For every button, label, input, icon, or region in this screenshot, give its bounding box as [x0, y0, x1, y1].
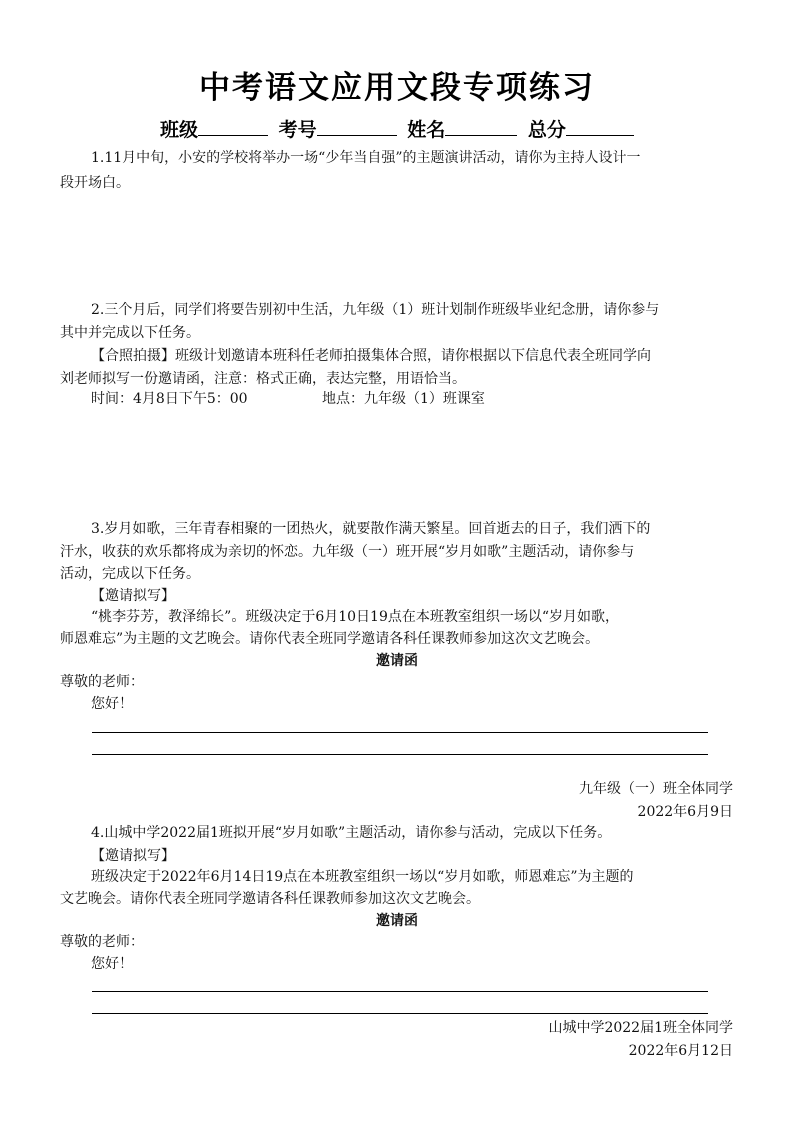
q4-line-3: 文艺晚会。请你代表全班同学邀请各科任课教师参加这次文艺晚会。 [60, 891, 480, 907]
name-blank[interactable] [445, 117, 517, 136]
q4-greeting: 您好！ [91, 956, 133, 972]
total-score-blank[interactable] [566, 117, 634, 136]
q3-line-4: “桃李芬芳，教泽绵长”。班级决定于6月10日19点在本班教室组织一场以“岁月如歌， [91, 609, 620, 625]
page-title: 中考语文应用文段专项练习 [199, 70, 595, 106]
class-blank[interactable] [198, 117, 268, 136]
q4-answer-line-2[interactable] [92, 1013, 708, 1014]
q3-line-1: 3.岁月如歌，三年青春相聚的一团热火，就要散作满天繁星。回首逝去的日子，我们洒下的 [91, 521, 651, 537]
name-label: 姓名 [407, 119, 446, 141]
q4-task-heading: 【邀请拟写】 [91, 848, 175, 864]
q3-signer: 九年级（一）班全体同学 [579, 781, 733, 797]
q2-place: 地点：九年级（1）班课室 [322, 391, 485, 407]
q3-line-2: 汗水，收获的欢乐都将成为亲切的怀恋。九年级（一）班开展“岁月如歌”主题活动，请你参与 [60, 544, 635, 560]
q3-date: 2022年6月9日 [637, 804, 733, 820]
q3-answer-line-2[interactable] [92, 754, 708, 755]
q3-greeting: 您好！ [91, 696, 133, 712]
q3-answer-line-1[interactable] [92, 732, 708, 733]
q1-line-2: 段开场白。 [60, 175, 130, 191]
q2-line-3: 【合照拍摄】班级计划邀请本班科任老师拍摄集体合照，请你根据以下信息代表全班同学向 [91, 348, 651, 364]
q4-date: 2022年6月12日 [628, 1043, 733, 1059]
q4-signer: 山城中学2022届1班全体同学 [548, 1020, 733, 1036]
q3-letter-title: 邀请函 [376, 653, 418, 669]
q2-line-1: 2.三个月后，同学们将要告别初中生活，九年级（1）班计划制作班级毕业纪念册，请你参与 [91, 302, 660, 318]
q4-line-1: 4.山城中学2022届1班拟开展“岁月如歌”主题活动，请你参与活动，完成以下任务。 [91, 825, 612, 841]
q2-line-2: 其中并完成以下任务。 [60, 325, 200, 341]
q4-line-2: 班级决定于2022年6月14日19点在本班教室组织一场以“岁月如歌，师恩难忘”为主题的 [91, 869, 634, 885]
q3-task-heading: 【邀请拟写】 [91, 588, 175, 604]
q2-time: 时间：4月8日下午5：00 [91, 391, 248, 407]
total-score-label: 总分 [527, 119, 566, 141]
exam-no-label: 考号 [278, 119, 317, 141]
q3-line-5: 师恩难忘”为主题的文艺晚会。请你代表全班同学邀请各科任课教师参加这次文艺晚会。 [60, 631, 600, 647]
q4-salutation: 尊敬的老师： [60, 934, 144, 950]
q1-line-1: 1.11月中旬，小安的学校将举办一场“少年当自强”的主题演讲活动，请你为主持人设计一 [91, 150, 641, 166]
q3-salutation: 尊敬的老师： [60, 674, 144, 690]
q4-letter-title: 邀请函 [376, 913, 418, 929]
student-info-row [160, 115, 638, 142]
class-label: 班级 [160, 119, 199, 141]
exam-no-blank[interactable] [317, 117, 397, 136]
q4-answer-line-1[interactable] [92, 991, 708, 992]
q3-line-3: 活动，完成以下任务。 [60, 566, 200, 582]
q2-line-4: 刘老师拟写一份邀请函，注意：格式正确，表达完整，用语恰当。 [60, 371, 466, 387]
